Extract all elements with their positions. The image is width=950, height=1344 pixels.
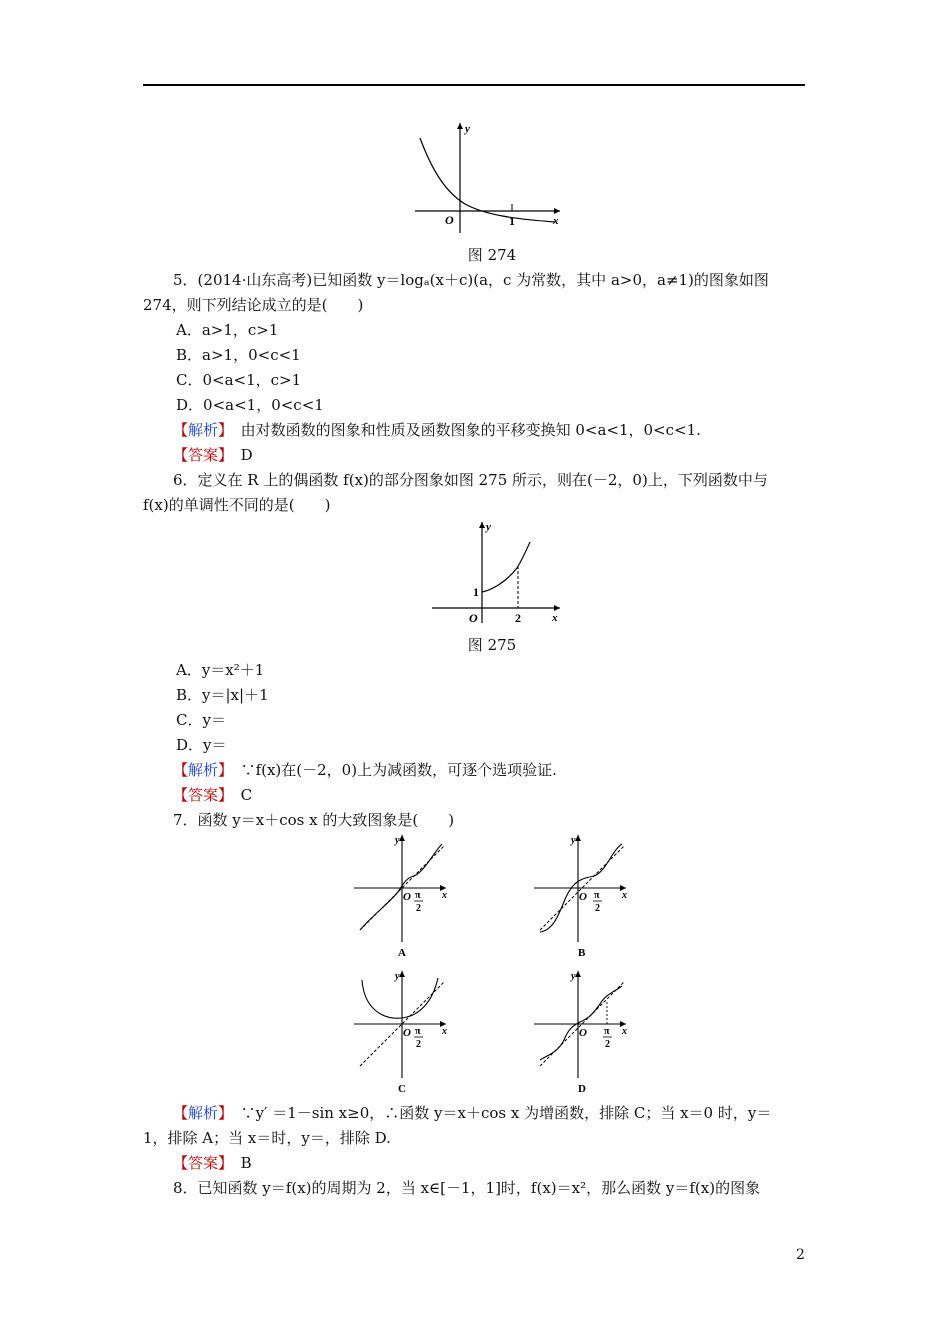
q7c-label: C [398,1083,406,1095]
q7-stem: 7．函数 y＝x＋cos x 的大致图象是( ) [173,811,455,829]
q5-stem-line2: 274，则下列结论成立的是( ) [143,296,364,314]
fig274-y-label: y [465,123,470,135]
q5-analysis: 【解析】 由对数函数的图象和性质及函数图象的平移变换知 0<a<1，0<c<1. [173,421,701,439]
q6-option-c: C．y＝ [176,711,226,729]
q5-option-d: D．0<a<1，0<c<1 [176,396,324,414]
q7d-pi: π [604,1026,610,1037]
q7d-y: y [571,971,576,982]
q7c-pi: π [415,1026,421,1037]
q6-analysis-label: 解析 [188,761,219,779]
q7a-label: A [398,947,406,959]
fig275-origin: O [469,611,478,625]
fig275-caption: 图 275 [467,636,517,654]
q7c-x: x [442,1026,447,1037]
fig275-x-tick: 2 [515,611,521,625]
q7-graph-b [532,832,632,960]
q7-analysis-text-2: 1，排除 A；当 x＝时，y＝，排除 D. [143,1129,391,1147]
fig275-x-label: x [552,612,558,624]
q5-option-c: C．0<a<1，c>1 [176,371,302,389]
figure-274 [415,118,565,238]
q6-answer-label: 答案 [188,786,219,804]
q5-stem-line1: 5．(2014·山东高考)已知函数 y＝logₐ(x＋c)(a，c 为常数，其中 a>0，a≠1)的图象如图 [173,271,769,289]
q7a-two: 2 [416,903,421,914]
q7-graph-c [352,968,452,1096]
fig274-caption: 图 274 [467,246,517,264]
q7d-label: D [578,1083,586,1095]
fig274-origin: O [445,213,454,227]
q6-answer-text: C [240,786,253,804]
q6-option-b: B．y＝|x|＋1 [176,686,269,704]
q7-analysis: 【解析】 ∵y′ ＝1－sin x≥0，∴函数 y＝x＋cos x 为增函数，排除 C；当 x＝0 时，y＝ [173,1104,772,1122]
q7b-origin: O [579,891,587,903]
q7-answer-label: 答案 [188,1154,219,1172]
q6-option-d: D．y＝ [176,736,227,754]
q7c-y: y [395,971,400,982]
q6-analysis: 【解析】 ∵f(x)在(－2，0)上为减函数，可逐个选项验证. [173,761,557,779]
q7a-x: x [442,890,447,901]
q5-option-b: B．a>1，0<c<1 [176,346,301,364]
q6-answer: 【答案】 C [173,786,253,804]
q7b-x: x [622,890,627,901]
q5-option-a: A．a>1，c>1 [176,321,279,339]
fig274-tick: 1 [509,214,515,228]
q7d-two: 2 [605,1039,610,1050]
q5-answer-label: 答案 [188,446,219,464]
q6-stem-line2: f(x)的单调性不同的是( ) [143,496,331,514]
q7-analysis-text-1: ∵y′ ＝1－sin x≥0，∴函数 y＝x＋cos x 为增函数，排除 C；当 x＝0 时，y＝ [240,1104,772,1122]
q7-answer-text: B [240,1154,252,1172]
q7d-origin: O [579,1027,587,1039]
q7c-two: 2 [416,1039,421,1050]
fig274-x-label: x [553,215,559,227]
q6-option-a: A．y＝x²＋1 [176,661,265,679]
q7b-pi: π [594,890,600,901]
q5-answer-text: D [240,446,253,464]
q7a-pi: π [415,890,421,901]
q7-graph-a [352,832,452,960]
q7c-origin: O [403,1027,411,1039]
q7b-two: 2 [595,903,600,914]
q7a-origin: O [403,891,411,903]
fig275-y-label: y [486,521,491,533]
fig275-y-tick: 1 [473,585,479,599]
header-rule [143,84,805,86]
q6-analysis-text: ∵f(x)在(－2，0)上为减函数，可逐个选项验证. [240,761,557,779]
q7d-x: x [622,1026,627,1037]
q6-stem-line1: 6．定义在 R 上的偶函数 f(x)的部分图象如图 275 所示，则在(－2，0)上，下列函数中与 [173,471,768,489]
q5-analysis-text: 由对数函数的图象和性质及函数图象的平移变换知 0<a<1，0<c<1. [240,421,701,439]
q7b-label: B [578,947,586,959]
q7-answer: 【答案】 B [173,1154,252,1172]
figure-275 [430,518,565,628]
q5-answer: 【答案】 D [173,446,253,464]
q7a-y: y [395,835,400,846]
page-number: 2 [796,1247,805,1263]
q7-analysis-label: 解析 [188,1104,219,1122]
q7-graph-d [532,968,632,1096]
q8-stem: 8．已知函数 y＝f(x)的周期为 2，当 x∈[－1，1]时，f(x)＝x²，那么函数 y＝f(x)的图象 [173,1179,761,1197]
q7b-y: y [571,835,576,846]
q5-analysis-label: 解析 [188,421,219,439]
